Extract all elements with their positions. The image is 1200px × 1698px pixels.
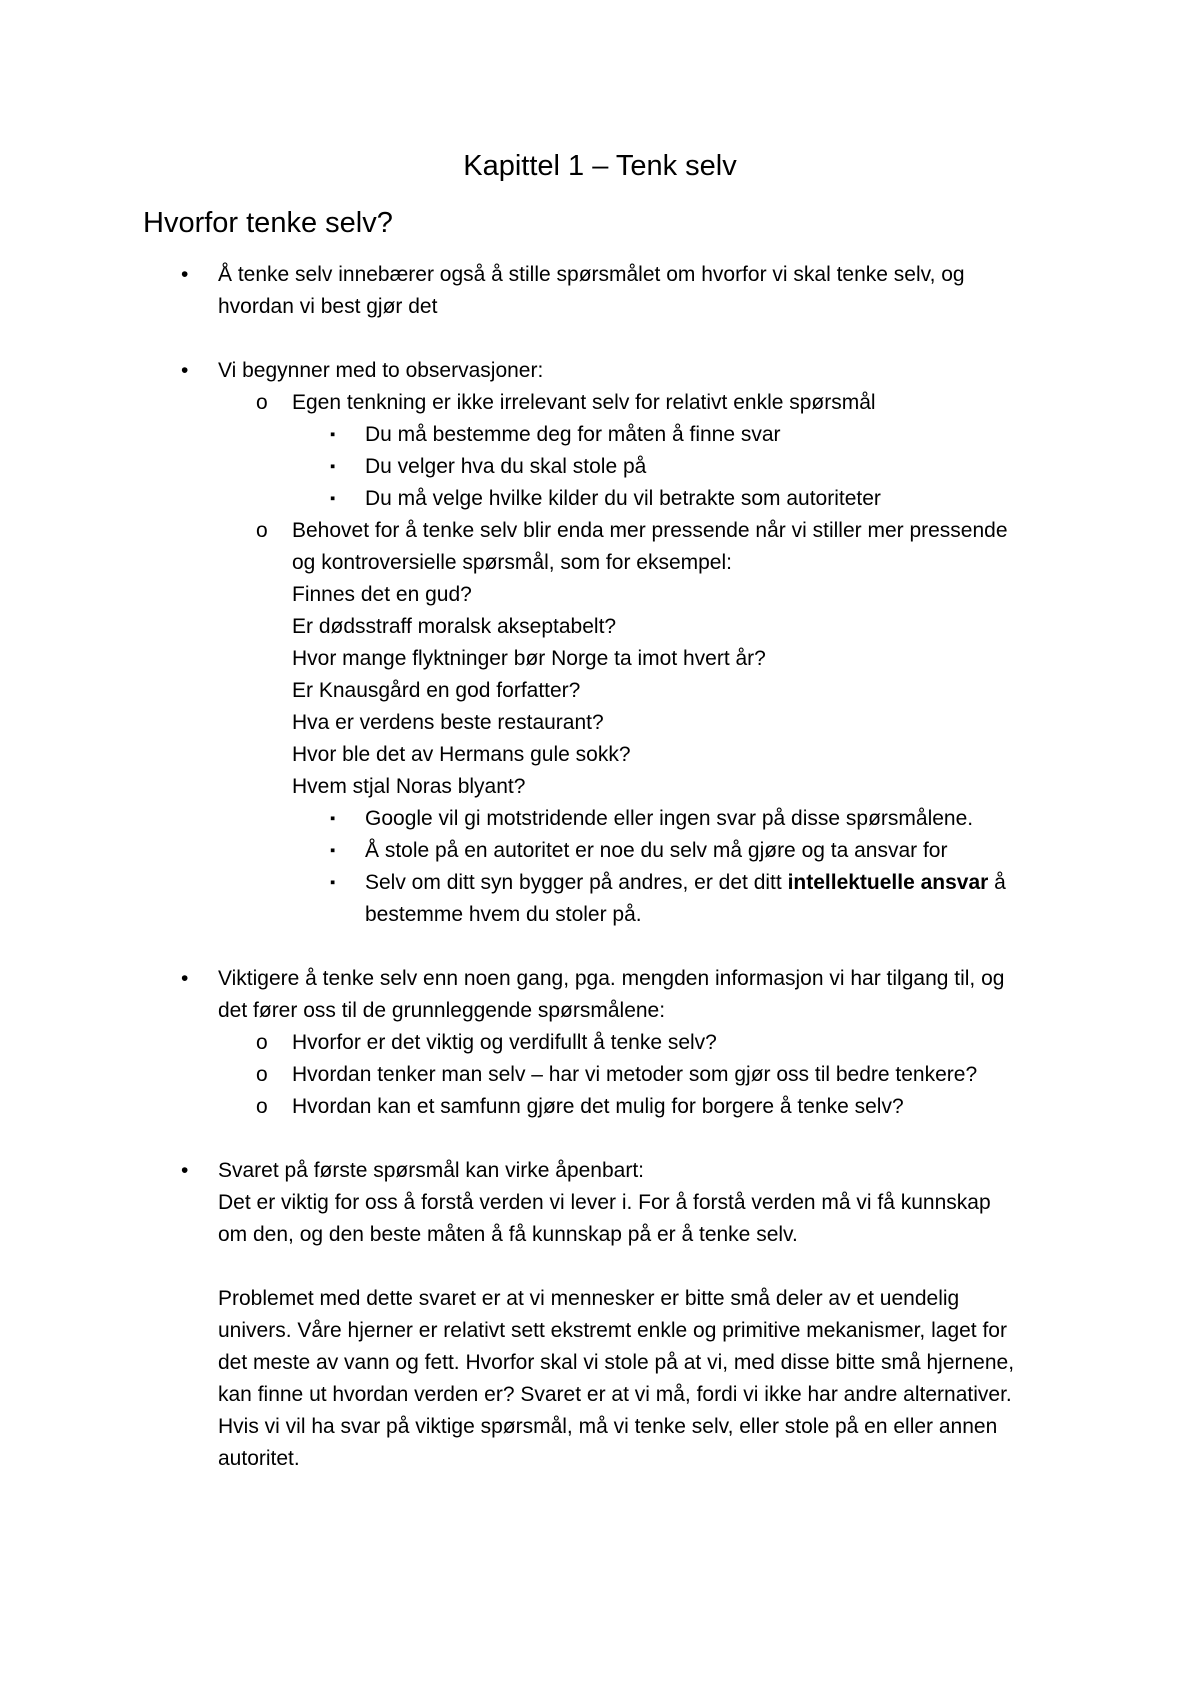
square-marker: ▪	[330, 490, 336, 507]
s4-line: Svaret på første spørsmål kan virke åpenbart:	[218, 1159, 644, 1182]
s2-sub-2-item: Å stole på en autoritet er noe du selv må gjøre og ta ansvar for	[365, 839, 948, 862]
question: Hva er verdens beste restaurant?	[292, 711, 604, 734]
s4-para-2-line: det meste av vann og fett. Hvorfor skal vi stole på at vi, med disse bitte små hjernene,	[218, 1351, 1015, 1374]
item-text: Selv om ditt syn bygger på andres, er det ditt	[365, 871, 788, 894]
s2-intro: Vi begynner med to observasjoner:	[218, 359, 544, 382]
circle-marker: o	[256, 1063, 268, 1086]
s2-sub-1-item: Du velger hva du skal stole på	[365, 455, 647, 478]
square-marker: ▪	[330, 874, 336, 891]
question: Er dødsstraff moralsk akseptabelt?	[292, 615, 617, 638]
s3-sub: Hvordan kan et samfunn gjøre det mulig for borgere å tenke selv?	[292, 1095, 904, 1118]
square-marker: ▪	[330, 426, 336, 443]
question: Er Knausgård en god forfatter?	[292, 679, 581, 702]
circle-marker: o	[256, 519, 268, 542]
square-marker: ▪	[330, 458, 336, 475]
question: Finnes det en gud?	[292, 583, 472, 606]
s4-para-2-line: Problemet med dette svaret er at vi mennesker er bitte små deler av et uendelig	[218, 1287, 960, 1310]
s4-line: Det er viktig for oss å forstå verden vi lever i. For å forstå verden må vi få kunnskap	[218, 1191, 991, 1214]
question: Hvor mange flyktninger bør Norge ta imot hvert år?	[292, 647, 766, 670]
s2-sub-2-line-1: Behovet for å tenke selv blir enda mer pressende når vi stiller mer pressende	[292, 519, 1008, 542]
s3-line-2: det fører oss til de grunnleggende spørsmålene:	[218, 999, 666, 1022]
section-heading: Hvorfor tenke selv?	[143, 207, 393, 239]
s4-para-2-line: univers. Våre hjerner er relativt sett ekstremt enkle og primitive mekanismer, laget for	[218, 1319, 1007, 1342]
bullet-marker: •	[181, 359, 189, 382]
s3-sub: Hvorfor er det viktig og verdifullt å tenke selv?	[292, 1031, 717, 1054]
s2-sub-2-item: Google vil gi motstridende eller ingen svar på disse spørsmålene.	[365, 807, 974, 830]
bullet-marker: •	[181, 263, 189, 286]
s4-line: om den, og den beste måten å få kunnskap på er å tenke selv.	[218, 1223, 798, 1246]
s2-sub-2-item-3	[365, 867, 1006, 899]
question: Hvem stjal Noras blyant?	[292, 775, 526, 798]
circle-marker: o	[256, 391, 268, 414]
s2-sub-2-line-2: og kontroversielle spørsmål, som for eksempel:	[292, 551, 732, 574]
s4-para-2-line: Hvis vi vil ha svar på viktige spørsmål, må vi tenke selv, eller stole på en eller annen	[218, 1415, 998, 1438]
s1-line-1: Å tenke selv innebærer også å stille spørsmålet om hvorfor vi skal tenke selv, og	[218, 263, 965, 286]
s4-para-2-line: kan finne ut hvordan verden er? Svaret er at vi må, fordi vi ikke har andre alternativer.	[218, 1383, 1012, 1406]
question: Hvor ble det av Hermans gule sokk?	[292, 743, 631, 766]
s4-para-2-line: autoritet.	[218, 1447, 300, 1470]
bullet-marker: •	[181, 967, 189, 990]
s2-sub-1-item: Du må velge hvilke kilder du vil betrakte som autoriteter	[365, 487, 881, 510]
chapter-title: Kapittel 1 – Tenk selv	[463, 150, 737, 182]
bullet-marker: •	[181, 1159, 189, 1182]
s1-line-2: hvordan vi best gjør det	[218, 295, 438, 318]
square-marker: ▪	[330, 842, 336, 859]
square-marker: ▪	[330, 810, 336, 827]
circle-marker: o	[256, 1095, 268, 1118]
s2-sub-1-item: Du må bestemme deg for måten å finne svar	[365, 423, 781, 446]
circle-marker: o	[256, 1031, 268, 1054]
s2-sub-2-item-3-line-2: bestemme hvem du stoler på.	[365, 903, 642, 926]
item-text: å	[988, 871, 1006, 894]
emphasis-text: intellektuelle ansvar	[787, 871, 989, 894]
s3-line-1: Viktigere å tenke selv enn noen gang, pga. mengden informasjon vi har tilgang til, og	[218, 967, 1005, 990]
s3-sub: Hvordan tenker man selv – har vi metoder som gjør oss til bedre tenkere?	[292, 1063, 978, 1086]
s2-sub-1: Egen tenkning er ikke irrelevant selv for relativt enkle spørsmål	[292, 391, 876, 414]
